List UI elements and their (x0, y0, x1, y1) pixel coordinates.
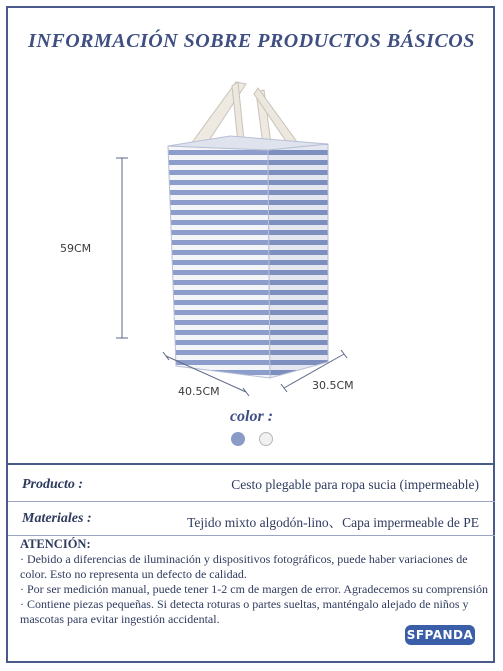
height-label: 59CM (60, 242, 92, 255)
materials-value: Tejido mixto algodón-lino、Capa impermeable de PE (187, 515, 479, 530)
color-label: color : (229, 408, 274, 425)
materials-label: Materiales : (22, 511, 92, 526)
materials-row (8, 503, 495, 535)
note-item: · Por ser medición manual, puede tener 1-2 cm de margen de error. Agradecemos su comprensión (20, 582, 488, 596)
laundry-basket-illustration (0, 60, 503, 410)
product-value: Cesto plegable para ropa sucia (impermeable) (231, 477, 479, 492)
product-row (8, 469, 495, 501)
color-swatch-white[interactable] (259, 432, 273, 446)
basket-side (268, 144, 328, 378)
product-label: Producto : (22, 477, 84, 492)
divider (8, 535, 495, 536)
brand-logo: SFPANDA (405, 625, 475, 645)
basket-front (168, 146, 270, 378)
attention-heading: ATENCIÓN: (20, 537, 91, 551)
depth-label: 30.5CM (312, 379, 354, 392)
width-label: 40.5CM (178, 385, 220, 398)
attention-notes (20, 537, 490, 627)
note-item: · Debido a diferencias de iluminación y dispositivos fotográficos, puede haber variaciones de color. Esto no representa un defecto de calidad. (20, 552, 468, 581)
divider (8, 501, 495, 502)
page-title: INFORMACIÓN SOBRE PRODUCTOS BÁSICOS (28, 30, 475, 52)
note-item: · Contiene piezas pequeñas. Si detecta roturas o partes sueltas, manténgalo alejado de niños y mascotas para evitar ingestión accidental. (20, 597, 469, 626)
color-swatch-blue[interactable] (231, 432, 245, 446)
